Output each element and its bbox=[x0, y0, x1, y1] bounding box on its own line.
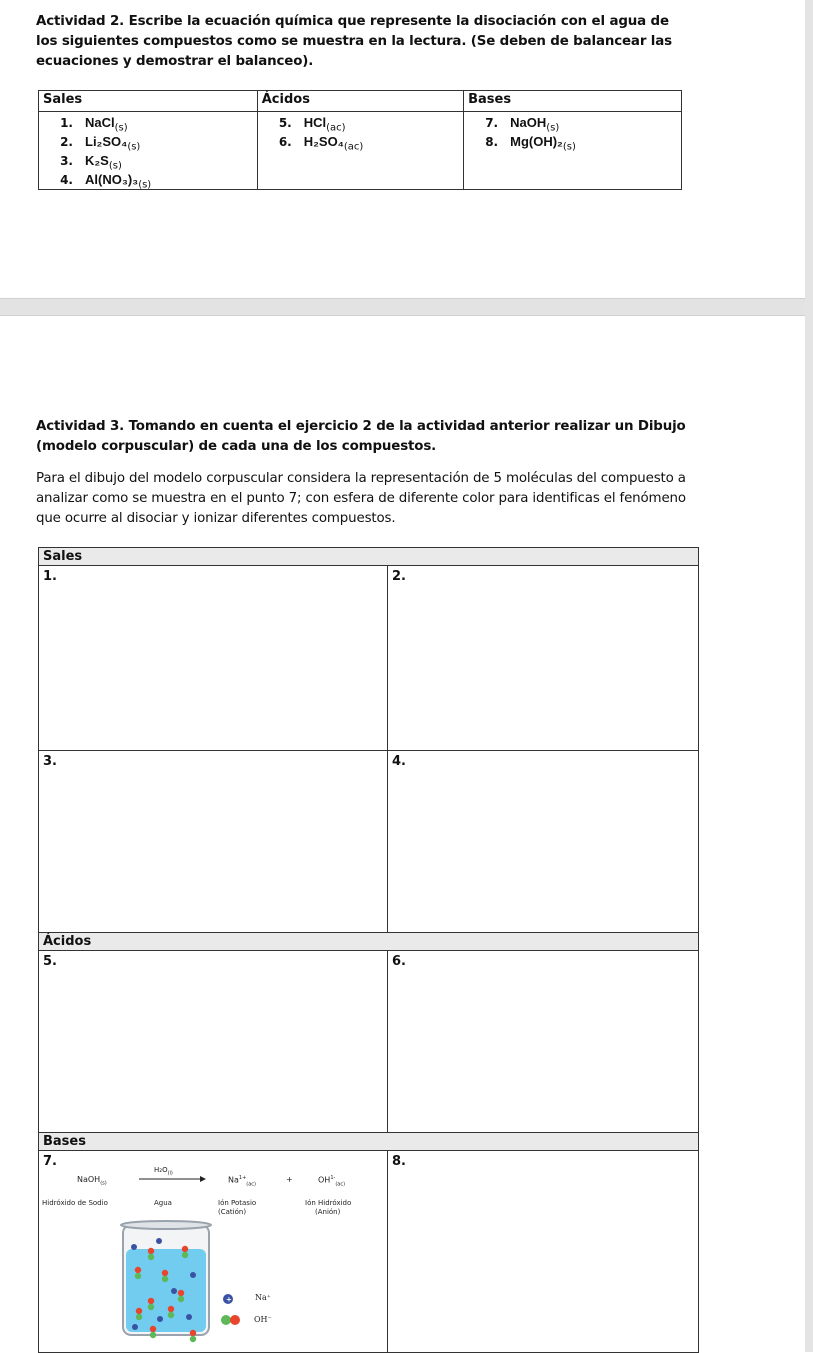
hydrogen-atom bbox=[168, 1312, 174, 1318]
compound-item: 3. $K_2S_{(s)}$ bbox=[60, 153, 122, 172]
oxygen-atom bbox=[135, 1267, 141, 1273]
drawing-box-3[interactable]: 3. bbox=[39, 751, 388, 933]
compound-item: 2. $Li_2SO_4_{(s)}$ bbox=[60, 134, 141, 153]
example-water-label: $H_2O_{(l)}$ bbox=[154, 1166, 173, 1177]
oxygen-atom bbox=[168, 1306, 174, 1312]
drawing-box-1[interactable]: 1. bbox=[39, 566, 388, 751]
hydrogen-atom bbox=[148, 1304, 154, 1310]
compound-item: 7. NaOH$_{(s)}$ bbox=[485, 115, 560, 134]
example-product1: $Na^{1+}_{(ac)}$ bbox=[228, 1175, 256, 1188]
legend-na-label: Na⁺ bbox=[255, 1293, 271, 1302]
bases-cell bbox=[464, 112, 682, 190]
compound-item: 1. NaCl$_{(s)}$ bbox=[60, 115, 128, 134]
example-reactant: NaOH$_{(s)}$ bbox=[77, 1175, 107, 1187]
activity2-instructions: Actividad 2. Escribe la ecuación química que represente la disociación con el agua de los siguientes compuestos como se muestra en la lectura. (Se deben de balancear las ecuaciones y demostrar el balanceo). bbox=[36, 14, 672, 69]
activity3-title: Actividad 3. Tomando en cuenta el ejercicio 2 de la actividad anterior realizar un Dibujo (modelo corpuscular) de cada una de los compuestos. bbox=[36, 419, 686, 454]
sales-cell bbox=[39, 112, 258, 190]
na-ion bbox=[190, 1272, 196, 1278]
drawing-box-4[interactable]: 4. bbox=[388, 751, 699, 933]
naoh-dissociation-example bbox=[42, 1166, 383, 1349]
section-bases: Bases bbox=[39, 1133, 699, 1151]
drawing-box-6[interactable]: 6. bbox=[388, 951, 699, 1133]
oxygen-atom bbox=[150, 1326, 156, 1332]
label-anion: Ión Hidróxido bbox=[305, 1199, 352, 1207]
hydrogen-atom bbox=[148, 1254, 154, 1260]
hydrogen-atom bbox=[182, 1252, 188, 1258]
compound-item: 4. $Al(NO_3)_3_{(s)}$ bbox=[60, 172, 152, 191]
legend-h-sphere bbox=[221, 1315, 231, 1325]
oxygen-atom bbox=[162, 1270, 168, 1276]
label-cation-type: (Catión) bbox=[218, 1208, 247, 1216]
label-anion-type: (Anión) bbox=[315, 1208, 341, 1216]
example-diagram bbox=[43, 1169, 383, 1349]
header-sales: Sales bbox=[39, 91, 258, 112]
oxygen-atom bbox=[136, 1308, 142, 1314]
compound-item: 5. HCl$_{(ac)}$ bbox=[278, 115, 346, 134]
na-ion bbox=[156, 1238, 162, 1244]
compounds-table bbox=[38, 90, 682, 190]
example-product2: $OH^{1-}_{(ac)}$ bbox=[318, 1175, 346, 1188]
oxygen-atom bbox=[148, 1298, 154, 1304]
hydrogen-atom bbox=[150, 1332, 156, 1338]
drawing-box-2[interactable]: 2. bbox=[388, 566, 699, 751]
na-ion bbox=[186, 1314, 192, 1320]
section-acidos: Ácidos bbox=[39, 933, 699, 951]
section-sales: Sales bbox=[39, 548, 699, 566]
svg-text:+: + bbox=[226, 1295, 232, 1304]
header-bases: Bases bbox=[464, 91, 682, 112]
label-reactant: Hidróxido de Sodio bbox=[42, 1199, 108, 1207]
na-ion bbox=[157, 1316, 163, 1322]
legend-o-sphere bbox=[230, 1315, 240, 1325]
drawing-box-7[interactable]: 7. NaOH$_{(s)}$ $H_2O_{(l)}$ + $Na^{1+}_{(ac)}$ + $OH^{1-}_{(ac)}$ Hidróxido de Sodio Agua Ión Potasio (Catión) Ión Hidróxido (Anión) Na⁺ OH⁻ bbox=[39, 1151, 388, 1353]
acidos-cell bbox=[257, 112, 463, 190]
label-water: Agua bbox=[154, 1199, 172, 1207]
hydrogen-atom bbox=[190, 1336, 196, 1342]
drawing-box-8[interactable]: 8. bbox=[388, 1151, 699, 1353]
activity3-instructions: Para el dibujo del modelo corpuscular considera la representación de 5 moléculas del compuesto a analizar como se muestra en el punto 7; con esfera de diferente color para identificas el fenómeno que ocurre al disociar y ionizar diferentes compuestos. bbox=[36, 471, 686, 526]
drawing-table bbox=[38, 547, 699, 1353]
header-acidos: Ácidos bbox=[257, 91, 463, 112]
na-ion bbox=[171, 1288, 177, 1294]
page-edge bbox=[805, 0, 813, 1352]
na-ion bbox=[131, 1244, 137, 1250]
hydrogen-atom bbox=[162, 1276, 168, 1282]
example-plus: + bbox=[286, 1175, 293, 1184]
hydrogen-atom bbox=[135, 1273, 141, 1279]
hydrogen-atom bbox=[178, 1296, 184, 1302]
legend bbox=[221, 1294, 240, 1325]
drawing-box-5[interactable]: 5. bbox=[39, 951, 388, 1133]
oxygen-atom bbox=[148, 1248, 154, 1254]
compound-item: 6. $H_2SO_4_{(ac)}$ bbox=[278, 134, 364, 153]
hydrogen-atom bbox=[136, 1314, 142, 1320]
oxygen-atom bbox=[178, 1290, 184, 1296]
oxygen-atom bbox=[190, 1330, 196, 1336]
na-ion bbox=[132, 1324, 138, 1330]
arrow-head bbox=[200, 1176, 206, 1182]
oxygen-atom bbox=[182, 1246, 188, 1252]
legend-oh-label: OH⁻ bbox=[254, 1315, 272, 1324]
label-cation: Ión Potasio bbox=[218, 1199, 257, 1207]
compound-item: 8. $Mg(OH)_2_{(s)}$ bbox=[485, 134, 576, 153]
page-separator bbox=[0, 298, 805, 316]
